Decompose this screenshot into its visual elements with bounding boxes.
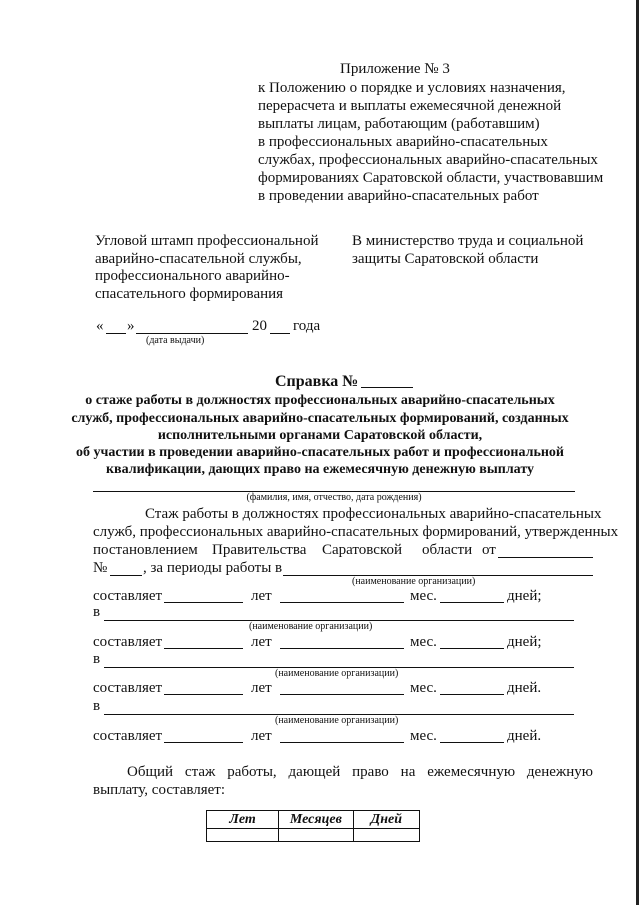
years-column-header: Лет (207, 811, 279, 829)
years-label: лет (251, 588, 272, 604)
days-label: дней; (507, 588, 542, 604)
month-field[interactable] (136, 332, 248, 334)
addressee-line: В министерство труда и социальной (352, 233, 584, 249)
period-prefix: составляет (93, 634, 163, 650)
year-prefix: 20 (252, 318, 267, 334)
total-table (206, 810, 420, 842)
appendix-line: выплаты лицам, работающим (работавшим) (258, 116, 540, 132)
period-prefix: составляет (93, 728, 163, 744)
org-hint: (наименование организации) (352, 576, 476, 587)
date-quote-open: « (96, 318, 104, 334)
months-field[interactable] (280, 601, 404, 603)
total-months-cell[interactable] (279, 829, 354, 842)
days-label: дней. (507, 680, 542, 696)
day-field[interactable] (106, 332, 126, 334)
body-word: , за периоды работы в (143, 560, 283, 576)
org-hint: (наименование организации) (249, 621, 373, 632)
body-word: от (482, 542, 496, 558)
certificate-number-field[interactable] (361, 386, 413, 388)
certificate-heading-line: о стаже работы в должностях профессиональных аварийно-спасательных (85, 393, 555, 408)
org-hint: (наименование организации) (275, 668, 399, 679)
certificate-heading-line: исполнительными органами Саратовской области, (157, 428, 483, 443)
appendix-line: в проведении аварийно-спасательных работ (258, 188, 539, 204)
in-prefix: в (93, 604, 101, 620)
total-line: Общий стаж работы, дающей право на ежемесячную денежную (127, 764, 593, 780)
days-label: дней. (507, 728, 542, 744)
appendix-line: в профессиональных аварийно-спасательных (258, 134, 548, 150)
total-table-row (207, 829, 420, 842)
certificate-heading-line: об участии в проведении аварийно-спасательных работ и профессиональной (76, 445, 564, 460)
period-prefix: составляет (93, 588, 163, 604)
total-days-cell[interactable] (353, 829, 419, 842)
body-word: постановлением (93, 542, 198, 558)
months-label: мес. (410, 588, 437, 604)
appendix-title: Приложение № 3 (340, 61, 450, 77)
years-label: лет (251, 634, 272, 650)
months-field[interactable] (280, 693, 404, 695)
months-label: мес. (410, 634, 437, 650)
months-label: мес. (410, 680, 437, 696)
days-field[interactable] (440, 647, 504, 649)
date-hint: (дата выдачи) (146, 335, 205, 346)
years-field[interactable] (164, 601, 243, 603)
number-sign: № (93, 560, 108, 576)
page-edge (636, 0, 639, 905)
days-field[interactable] (440, 741, 504, 743)
days-label: дней; (507, 634, 542, 650)
body-word: Саратовской (322, 542, 402, 558)
resolution-number-field[interactable] (110, 574, 142, 576)
body-word: Правительства (212, 542, 307, 558)
body-line: служб, профессиональных аварийно-спасательных формирований, утвержденных (93, 524, 619, 540)
period-prefix: составляет (93, 680, 163, 696)
stamp-line: аварийно-спасательной службы, (95, 251, 302, 267)
org-hint: (наименование организации) (275, 715, 399, 726)
year-field[interactable] (270, 332, 290, 334)
years-label: лет (251, 728, 272, 744)
days-field[interactable] (440, 693, 504, 695)
addressee-line: защиты Саратовской области (352, 251, 539, 267)
days-column-header: Дней (353, 811, 419, 829)
stamp-line: профессионального аварийно- (95, 268, 290, 284)
body-line: Стаж работы в должностях профессиональных аварийно-спасательных (145, 506, 602, 522)
date-quote-close: » (127, 318, 135, 334)
years-label: лет (251, 680, 272, 696)
days-field[interactable] (440, 601, 504, 603)
resolution-date-field[interactable] (498, 556, 593, 558)
certificate-heading-line: квалификации, дающих право на ежемесячную денежную выплату (105, 462, 535, 477)
years-field[interactable] (164, 693, 243, 695)
months-column-header: Месяцев (279, 811, 354, 829)
in-prefix: в (93, 651, 101, 667)
years-field[interactable] (164, 647, 243, 649)
total-line: выплату, составляет: (93, 782, 226, 798)
months-label: мес. (410, 728, 437, 744)
appendix-line: к Положению о порядке и условиях назначения, (258, 80, 566, 96)
months-field[interactable] (280, 647, 404, 649)
appendix-line: службах, профессиональных аварийно-спасательных (258, 152, 598, 168)
stamp-line: Угловой штамп профессиональной (95, 233, 319, 249)
months-field[interactable] (280, 741, 404, 743)
certificate-heading-line: служб, профессиональных аварийно-спасательных формирований, созданных (71, 411, 569, 426)
body-word: области (422, 542, 473, 558)
stamp-line: спасательного формирования (95, 286, 284, 302)
appendix-line: перерасчета и выплаты ежемесячной денежной (258, 98, 562, 114)
year-suffix: года (293, 318, 321, 334)
total-table-header (207, 811, 420, 829)
certificate-title: Справка № (275, 373, 359, 390)
in-prefix: в (93, 698, 101, 714)
appendix-line: формированиях Саратовской области, участвовавшим (258, 170, 604, 186)
total-years-cell[interactable] (207, 829, 279, 842)
years-field[interactable] (164, 741, 243, 743)
person-hint: (фамилия, имя, отчество, дата рождения) (246, 492, 422, 503)
